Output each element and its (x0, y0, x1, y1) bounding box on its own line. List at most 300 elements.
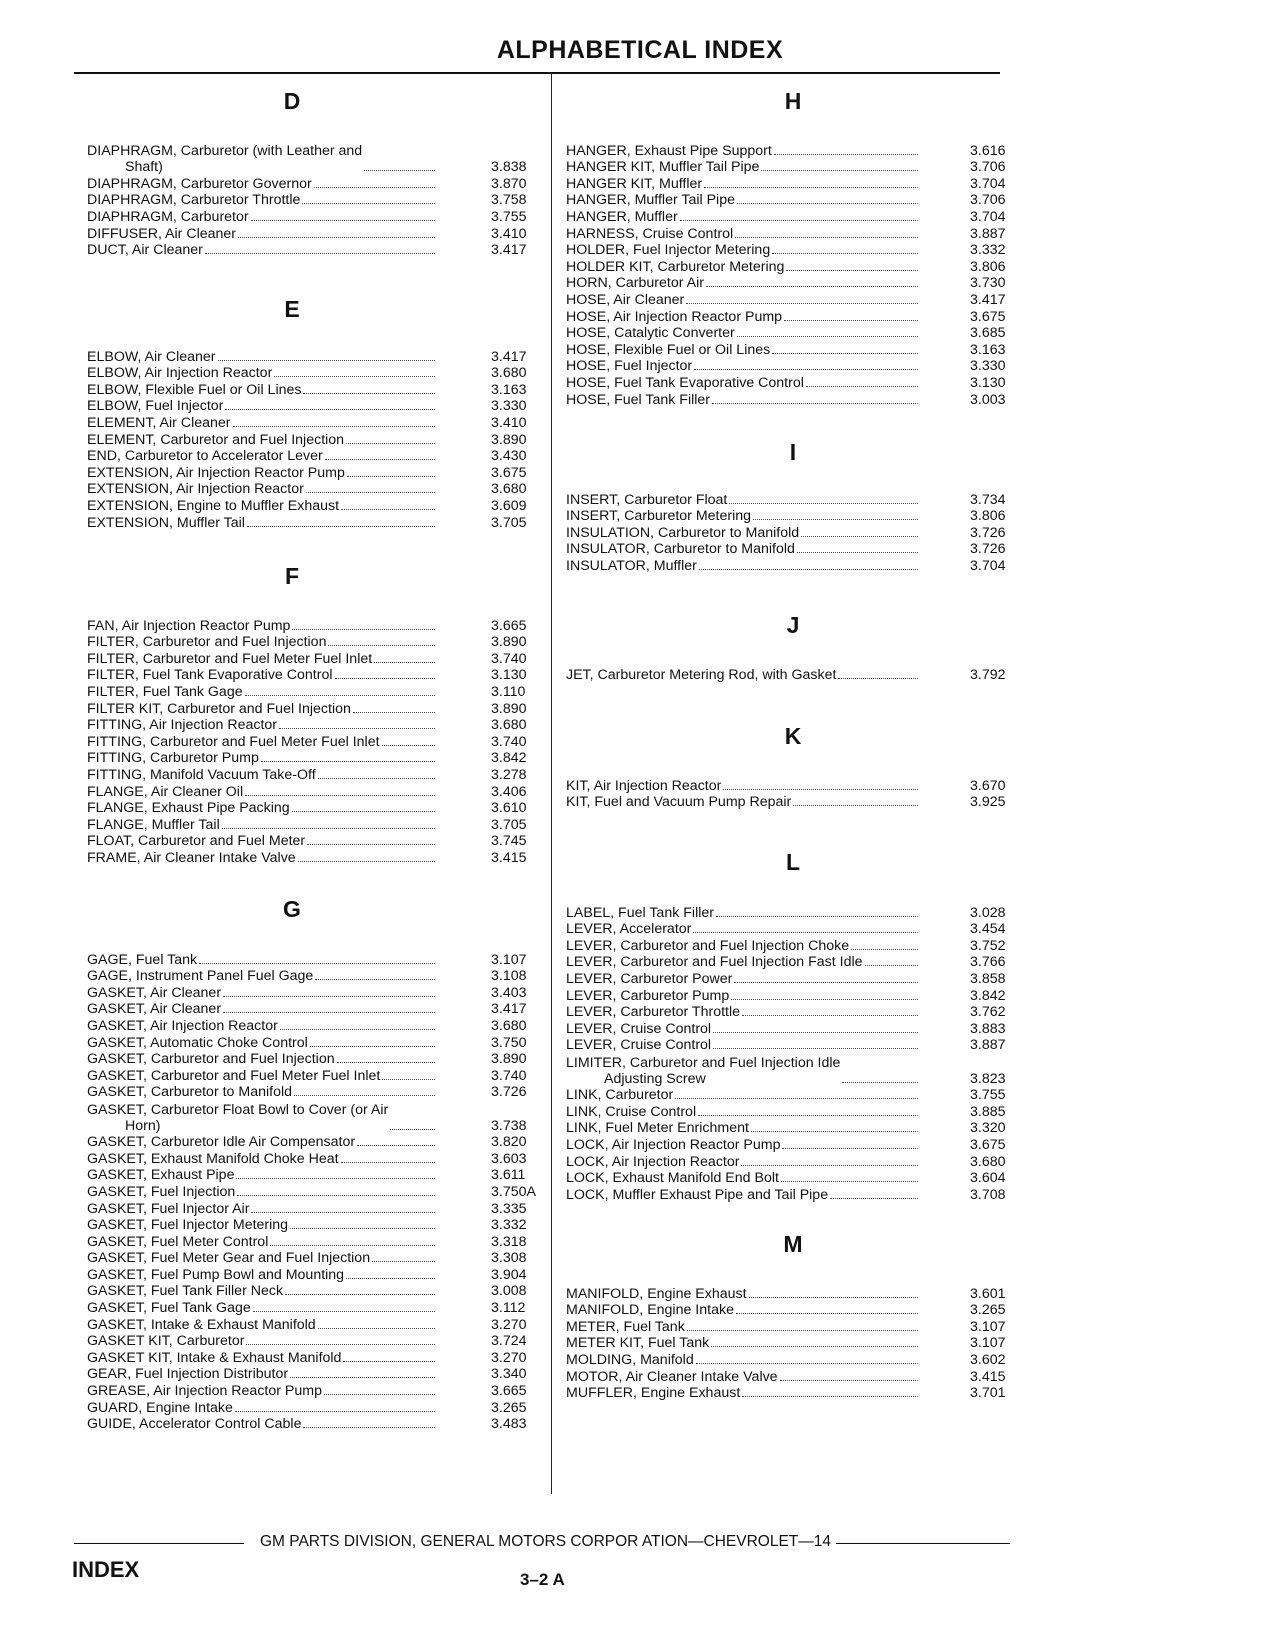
entry-list (87, 617, 537, 866)
top-rule (74, 72, 1000, 74)
index-entry (566, 557, 1016, 574)
entry-page-number: 3.890 (491, 1051, 527, 1068)
entry-name: LOCK, Air Injection Reactor (566, 1153, 740, 1170)
index-entry (566, 192, 1016, 209)
entry-name: DIAPHRAGM, Carburetor (87, 208, 249, 225)
section-letter-k: K (784, 723, 802, 749)
dot-leader (298, 861, 435, 862)
dot-leader (842, 1082, 918, 1083)
dot-leader (753, 519, 918, 520)
index-entry (87, 617, 537, 634)
dot-leader (303, 393, 435, 394)
dot-leader (364, 170, 435, 171)
dot-leader (741, 1165, 918, 1166)
entry-page-number: 3.610 (491, 800, 527, 817)
entry-page-number: 3.675 (970, 1136, 1006, 1153)
dot-leader (223, 996, 435, 997)
entry-page-number: 3.758 (491, 192, 527, 209)
entry-name: FITTING, Carburetor and Fuel Meter Fuel Inlet (87, 733, 380, 750)
index-entry (87, 1399, 537, 1416)
index-entry (566, 541, 1016, 558)
dot-leader (723, 789, 918, 790)
entry-page-number: 3.726 (970, 524, 1006, 541)
index-entry (87, 1200, 537, 1217)
index-entry (566, 1335, 1016, 1352)
index-entry (87, 1250, 537, 1267)
dot-leader (292, 629, 435, 630)
dot-leader (247, 526, 435, 527)
dot-leader (737, 203, 918, 204)
index-entry (566, 1186, 1016, 1203)
index-entry (87, 192, 537, 209)
index-entry (87, 242, 537, 259)
index-entry (566, 358, 1016, 375)
entry-page-number: 3.806 (970, 508, 1006, 525)
dot-leader (251, 220, 435, 221)
index-entry (87, 1299, 537, 1316)
entry-name (87, 1102, 388, 1134)
index-entry (566, 666, 1016, 683)
index-entry (87, 1100, 537, 1133)
index-entry (87, 683, 537, 700)
entry-page-number: 3.904 (491, 1266, 527, 1283)
dot-leader (704, 187, 918, 188)
dot-leader (225, 409, 435, 410)
entry-page-number: 3.332 (970, 242, 1006, 259)
index-entry (87, 464, 537, 481)
dot-leader (251, 1212, 435, 1213)
entry-name: FAN, Air Injection Reactor Pump (87, 617, 291, 634)
dot-leader (851, 949, 918, 950)
dot-leader (341, 1162, 435, 1163)
entry-name: LEVER, Carburetor Throttle (566, 1004, 741, 1021)
index-entry (87, 634, 537, 651)
index-entry (87, 348, 537, 365)
entry-name: FILTER, Carburetor and Fuel Injection (87, 634, 327, 651)
entry-name: LEVER, Carburetor Power (566, 970, 733, 987)
dot-leader (341, 509, 435, 510)
index-entry (566, 1103, 1016, 1120)
dot-leader (772, 253, 918, 254)
index-entry (87, 1051, 537, 1068)
entry-name: MANIFOLD, Engine Intake (566, 1302, 734, 1319)
entry-name: HORN, Carburetor Air (566, 275, 704, 292)
entry-page-number: 3.320 (970, 1120, 1006, 1137)
section-letter-m: M (783, 1231, 803, 1257)
entry-page-number: 3.330 (491, 398, 527, 415)
dot-leader (253, 1311, 435, 1312)
dot-leader (713, 1032, 918, 1033)
entry-name: GASKET, Fuel Pump Bowl and Mounting (87, 1266, 345, 1283)
index-entry (566, 937, 1016, 954)
index-entry (566, 1368, 1016, 1385)
entry-page-number: 3.792 (970, 666, 1006, 683)
entry-page-number: 3.107 (970, 1318, 1006, 1335)
dot-leader (337, 1062, 435, 1063)
index-entry (566, 325, 1016, 342)
entry-name (87, 143, 362, 175)
index-entry (87, 225, 537, 242)
index-entry (87, 398, 537, 415)
dot-leader (343, 1361, 435, 1362)
dot-leader (233, 426, 435, 427)
dot-leader (737, 336, 918, 337)
dot-leader (353, 712, 435, 713)
dot-leader (307, 844, 435, 845)
index-entry (87, 700, 537, 717)
index-entry (87, 667, 537, 684)
entry-page-number: 3.611 (491, 1167, 526, 1184)
index-entry (566, 1318, 1016, 1335)
entry-name: HOLDER KIT, Carburetor Metering (566, 258, 785, 275)
dot-leader (735, 237, 918, 238)
page-title: ALPHABETICAL INDEX (496, 36, 784, 64)
entry-name: LABEL, Fuel Tank Filler (566, 904, 714, 921)
entry-page-number: 3.870 (491, 175, 527, 192)
entry-page-number: 3.705 (491, 816, 527, 833)
dot-leader (699, 569, 918, 570)
entry-name: FRAME, Air Cleaner Intake Valve (87, 849, 296, 866)
entry-page-number: 3.738 (491, 1117, 527, 1134)
entry-name: HANGER, Muffler (566, 208, 678, 225)
index-entry (87, 849, 537, 866)
index-entry (87, 448, 537, 465)
entry-name-line1: LIMITER, Carburetor and Fuel Injection Idle (566, 1054, 841, 1071)
entry-page-number: 3.670 (970, 777, 1006, 794)
entry-name: FILTER, Fuel Tank Gage (87, 683, 243, 700)
index-entry (87, 1283, 537, 1300)
dot-leader (865, 965, 918, 966)
entry-name: HANGER, Muffler Tail Pipe (566, 192, 735, 209)
index-entry (87, 951, 537, 968)
dot-leader (237, 1195, 435, 1196)
dot-leader (290, 1228, 435, 1229)
entry-page-number: 3.163 (970, 341, 1006, 358)
dot-leader (712, 403, 918, 404)
dot-leader (713, 1048, 918, 1049)
entry-page-number: 3.925 (970, 794, 1006, 811)
section-letter-d: D (283, 88, 301, 114)
entry-name: GUARD, Engine Intake (87, 1399, 233, 1416)
entry-name: GASKET, Fuel Injector Air (87, 1200, 250, 1217)
entry-page-number: 3.417 (491, 242, 527, 259)
dot-leader (711, 1346, 918, 1347)
entry-page-number: 3.675 (970, 308, 1006, 325)
entry-page-number: 3.740 (491, 733, 527, 750)
entry-name: GASKET, Air Cleaner (87, 984, 222, 1001)
index-entry (566, 258, 1016, 275)
index-entry (87, 733, 537, 750)
dot-leader (742, 1396, 918, 1397)
entry-page-number: 3.335 (491, 1200, 527, 1217)
entry-name: GEAR, Fuel Injection Distributor (87, 1366, 289, 1383)
entry-page-number: 3.332 (491, 1217, 527, 1234)
entry-page-number: 3.750 (491, 1034, 527, 1051)
entry-page-number: 3.278 (491, 766, 527, 783)
entry-page-number: 3.270 (491, 1316, 527, 1333)
dot-leader (205, 253, 435, 254)
index-entry (566, 242, 1016, 259)
entry-page-number: 3.406 (491, 783, 527, 800)
entry-page-number: 3.740 (491, 1067, 527, 1084)
entry-name: ELBOW, Air Cleaner (87, 348, 216, 365)
section-letter-j: J (786, 612, 800, 638)
index-entry (566, 1153, 1016, 1170)
entry-name: MOLDING, Manifold (566, 1351, 694, 1368)
footer-section-label: INDEX (72, 1557, 140, 1582)
entry-name: LEVER, Accelerator (566, 921, 692, 938)
index-entry (87, 984, 537, 1001)
entry-name: EXTENSION, Muffler Tail (87, 514, 245, 531)
entry-name: INSERT, Carburetor Metering (566, 508, 752, 525)
index-entry (87, 717, 537, 734)
index-entry (87, 750, 537, 767)
entry-page-number: 3.890 (491, 634, 527, 651)
dot-leader (235, 1411, 435, 1412)
entry-name: DIAPHRAGM, Carburetor Throttle (87, 192, 301, 209)
entry-page-number: 3.734 (970, 491, 1006, 508)
entry-name: ELEMENT, Air Cleaner (87, 414, 231, 431)
entry-page-number: 3.601 (970, 1285, 1006, 1302)
dot-leader (245, 795, 435, 796)
entry-name: MANIFOLD, Engine Exhaust (566, 1285, 747, 1302)
entry-page-number: 3.887 (970, 1037, 1006, 1054)
entry-page-number: 3.890 (491, 431, 527, 448)
entry-name: GASKET, Air Cleaner (87, 1001, 222, 1018)
index-entry (87, 833, 537, 850)
dot-leader (793, 805, 918, 806)
index-entry (87, 414, 537, 431)
index-entry (87, 816, 537, 833)
dot-leader (310, 1046, 435, 1047)
section-letter-h: H (784, 88, 802, 114)
dot-leader (314, 187, 435, 188)
dot-leader (782, 1148, 918, 1149)
entry-page-number: 3.028 (970, 904, 1006, 921)
dot-leader (328, 645, 435, 646)
entry-page-number: 3.740 (491, 650, 527, 667)
entry-name: LEVER, Cruise Control (566, 1037, 712, 1054)
index-entry (87, 431, 537, 448)
entry-name: HARNESS, Cruise Control (566, 225, 734, 242)
entry-name: INSULATOR, Muffler (566, 557, 697, 574)
entry-page-number: 3.340 (491, 1366, 527, 1383)
index-entry (566, 142, 1016, 159)
entry-list (87, 951, 537, 1432)
entry-name: INSULATOR, Carburetor to Manifold (566, 541, 795, 558)
dot-leader (238, 237, 435, 238)
index-entry (87, 1382, 537, 1399)
dot-leader (261, 761, 435, 762)
entry-page-number: 3.752 (970, 937, 1006, 954)
entry-name: HOSE, Air Cleaner (566, 291, 685, 308)
entry-page-number: 3.730 (970, 275, 1006, 292)
entry-page-number: 3.454 (970, 921, 1006, 938)
index-entry (87, 1084, 537, 1101)
dot-leader (280, 1029, 435, 1030)
entry-page-number: 3.724 (491, 1333, 527, 1350)
index-entry (87, 1416, 537, 1433)
index-entry (87, 766, 537, 783)
entry-page-number: 3.265 (970, 1302, 1006, 1319)
index-entry (566, 159, 1016, 176)
entry-page-number: 3.745 (491, 833, 527, 850)
dot-leader (318, 778, 435, 779)
dot-leader (274, 376, 435, 377)
index-entry (566, 1170, 1016, 1187)
entry-name: GASKET, Automatic Choke Control (87, 1034, 308, 1051)
entry-name: GASKET KIT, Carburetor (87, 1333, 245, 1350)
entry-name-continuation: Horn) (125, 1117, 161, 1134)
entry-name: ELBOW, Fuel Injector (87, 398, 224, 415)
entry-name: FLANGE, Air Cleaner Oil (87, 783, 244, 800)
dot-leader (742, 1015, 918, 1016)
footer-rule-right (836, 1543, 1010, 1544)
dot-leader (318, 1328, 435, 1329)
dot-leader (335, 678, 436, 679)
dot-leader (246, 1344, 435, 1345)
index-entry (87, 175, 537, 192)
entry-page-number: 3.706 (970, 192, 1006, 209)
dot-leader (285, 1294, 435, 1295)
entry-name: HANGER KIT, Muffler Tail Pipe (566, 159, 760, 176)
index-entry (566, 1020, 1016, 1037)
dot-leader (729, 503, 918, 504)
entry-page-number: 3.766 (970, 954, 1006, 971)
entry-page-number: 3.806 (970, 258, 1006, 275)
entry-page-number: 3.616 (970, 142, 1006, 159)
dot-leader (218, 360, 435, 361)
index-entry (87, 1366, 537, 1383)
dot-leader (303, 1427, 435, 1428)
dot-leader (716, 916, 918, 917)
index-entry (87, 650, 537, 667)
entry-name: LEVER, Carburetor and Fuel Injection Fast Idle (566, 954, 863, 971)
dot-leader (706, 286, 918, 287)
entry-page-number: 3.665 (491, 617, 527, 634)
dot-leader (325, 459, 435, 460)
dot-leader (290, 1377, 435, 1378)
index-entry (566, 175, 1016, 192)
dot-leader (374, 662, 435, 663)
entry-page-number: 3.680 (970, 1153, 1006, 1170)
entry-page-number: 3.726 (970, 541, 1006, 558)
entry-name: FILTER, Fuel Tank Evaporative Control (87, 667, 333, 684)
entry-page-number: 3.842 (970, 987, 1006, 1004)
index-entry (566, 921, 1016, 938)
entry-name: GASKET, Fuel Tank Gage (87, 1300, 251, 1317)
index-entry (566, 1087, 1016, 1104)
entry-page-number: 3.838 (491, 159, 527, 176)
index-entry (566, 777, 1016, 794)
entry-name: LEVER, Carburetor and Fuel Injection Choke (566, 937, 850, 954)
entry-page-number: 3.112 (491, 1300, 526, 1317)
index-entry (87, 1017, 537, 1034)
index-entry (87, 1001, 537, 1018)
entry-page-number: 3.680 (491, 481, 527, 498)
entry-name: JET, Carburetor Metering Rod, with Gasket (566, 666, 837, 683)
index-entry (566, 1037, 1016, 1054)
index-entry (566, 374, 1016, 391)
dot-leader (772, 353, 918, 354)
entry-name-line1: GASKET, Carburetor Float Bowl to Cover (or Air (87, 1101, 389, 1118)
entry-name: GAGE, Fuel Tank (87, 951, 198, 968)
footer-text: GM PARTS DIVISION, GENERAL MOTORS CORPOR ATION—CHEVROLET—14 (260, 1533, 832, 1550)
index-entry (566, 1136, 1016, 1153)
index-entry (566, 225, 1016, 242)
index-entry (87, 1034, 537, 1051)
index-entry (566, 341, 1016, 358)
index-entry (87, 783, 537, 800)
entry-name: FILTER KIT, Carburetor and Fuel Injection (87, 700, 351, 717)
index-entry (566, 1004, 1016, 1021)
entry-name: GASKET, Carburetor Idle Air Compensator (87, 1134, 356, 1151)
index-entry (87, 1333, 537, 1350)
dot-leader (292, 811, 435, 812)
index-entry (566, 1120, 1016, 1137)
index-entry (566, 1351, 1016, 1368)
entry-name: METER, Fuel Tank (566, 1318, 685, 1335)
dot-leader (279, 728, 435, 729)
entry-page-number: 3.705 (491, 514, 527, 531)
entry-name: GASKET, Carburetor to Manifold (87, 1084, 293, 1101)
entry-page-number: 3.704 (970, 175, 1006, 192)
index-entry (566, 954, 1016, 971)
entry-name: LINK, Cruise Control (566, 1103, 697, 1120)
dot-leader (382, 1079, 435, 1080)
footer-rule-left (74, 1543, 244, 1544)
entry-name: EXTENSION, Air Injection Reactor (87, 481, 304, 498)
entry-list (87, 142, 537, 258)
entry-page-number: 3.603 (491, 1150, 527, 1167)
entry-page-number: 3.417 (491, 348, 527, 365)
entry-list (566, 1285, 1016, 1401)
dot-leader (236, 1178, 435, 1179)
entry-name: METER KIT, Fuel Tank (566, 1335, 710, 1352)
entry-page-number: 3.008 (491, 1283, 527, 1300)
dot-leader (801, 536, 918, 537)
entry-name (566, 1055, 840, 1087)
entry-name: HANGER KIT, Muffler (566, 175, 703, 192)
entry-name: GASKET, Air Injection Reactor (87, 1017, 278, 1034)
entry-name: GASKET, Exhaust Pipe (87, 1167, 235, 1184)
entry-name: HOLDER, Fuel Injector Metering (566, 242, 771, 259)
entry-name: FITTING, Air Injection Reactor (87, 717, 278, 734)
entry-page-number: 3.887 (970, 225, 1006, 242)
entry-page-number: 3.130 (970, 374, 1006, 391)
entry-name: LOCK, Exhaust Manifold End Bolt (566, 1170, 779, 1187)
entry-page-number: 3.755 (491, 208, 527, 225)
dot-leader (306, 492, 435, 493)
index-entry (566, 491, 1016, 508)
dot-leader (693, 932, 918, 933)
index-entry (566, 391, 1016, 408)
entry-name: ELEMENT, Carburetor and Fuel Injection (87, 431, 345, 448)
entry-name: LOCK, Air Injection Reactor Pump (566, 1136, 781, 1153)
dot-leader (734, 982, 918, 983)
entry-page-number: 3.415 (970, 1368, 1006, 1385)
dot-leader (346, 443, 435, 444)
dot-leader (357, 1145, 435, 1146)
entry-page-number: 3.108 (491, 968, 527, 985)
entry-name: MOTOR, Air Cleaner Intake Valve (566, 1368, 778, 1385)
entry-name: HANGER, Exhaust Pipe Support (566, 142, 772, 159)
entry-page-number: 3.410 (491, 414, 527, 431)
dot-leader (830, 1198, 918, 1199)
entry-name: FITTING, Manifold Vacuum Take-Off (87, 766, 316, 783)
entry-page-number: 3.883 (970, 1020, 1006, 1037)
entry-name: FILTER, Carburetor and Fuel Meter Fuel Inlet (87, 650, 373, 667)
